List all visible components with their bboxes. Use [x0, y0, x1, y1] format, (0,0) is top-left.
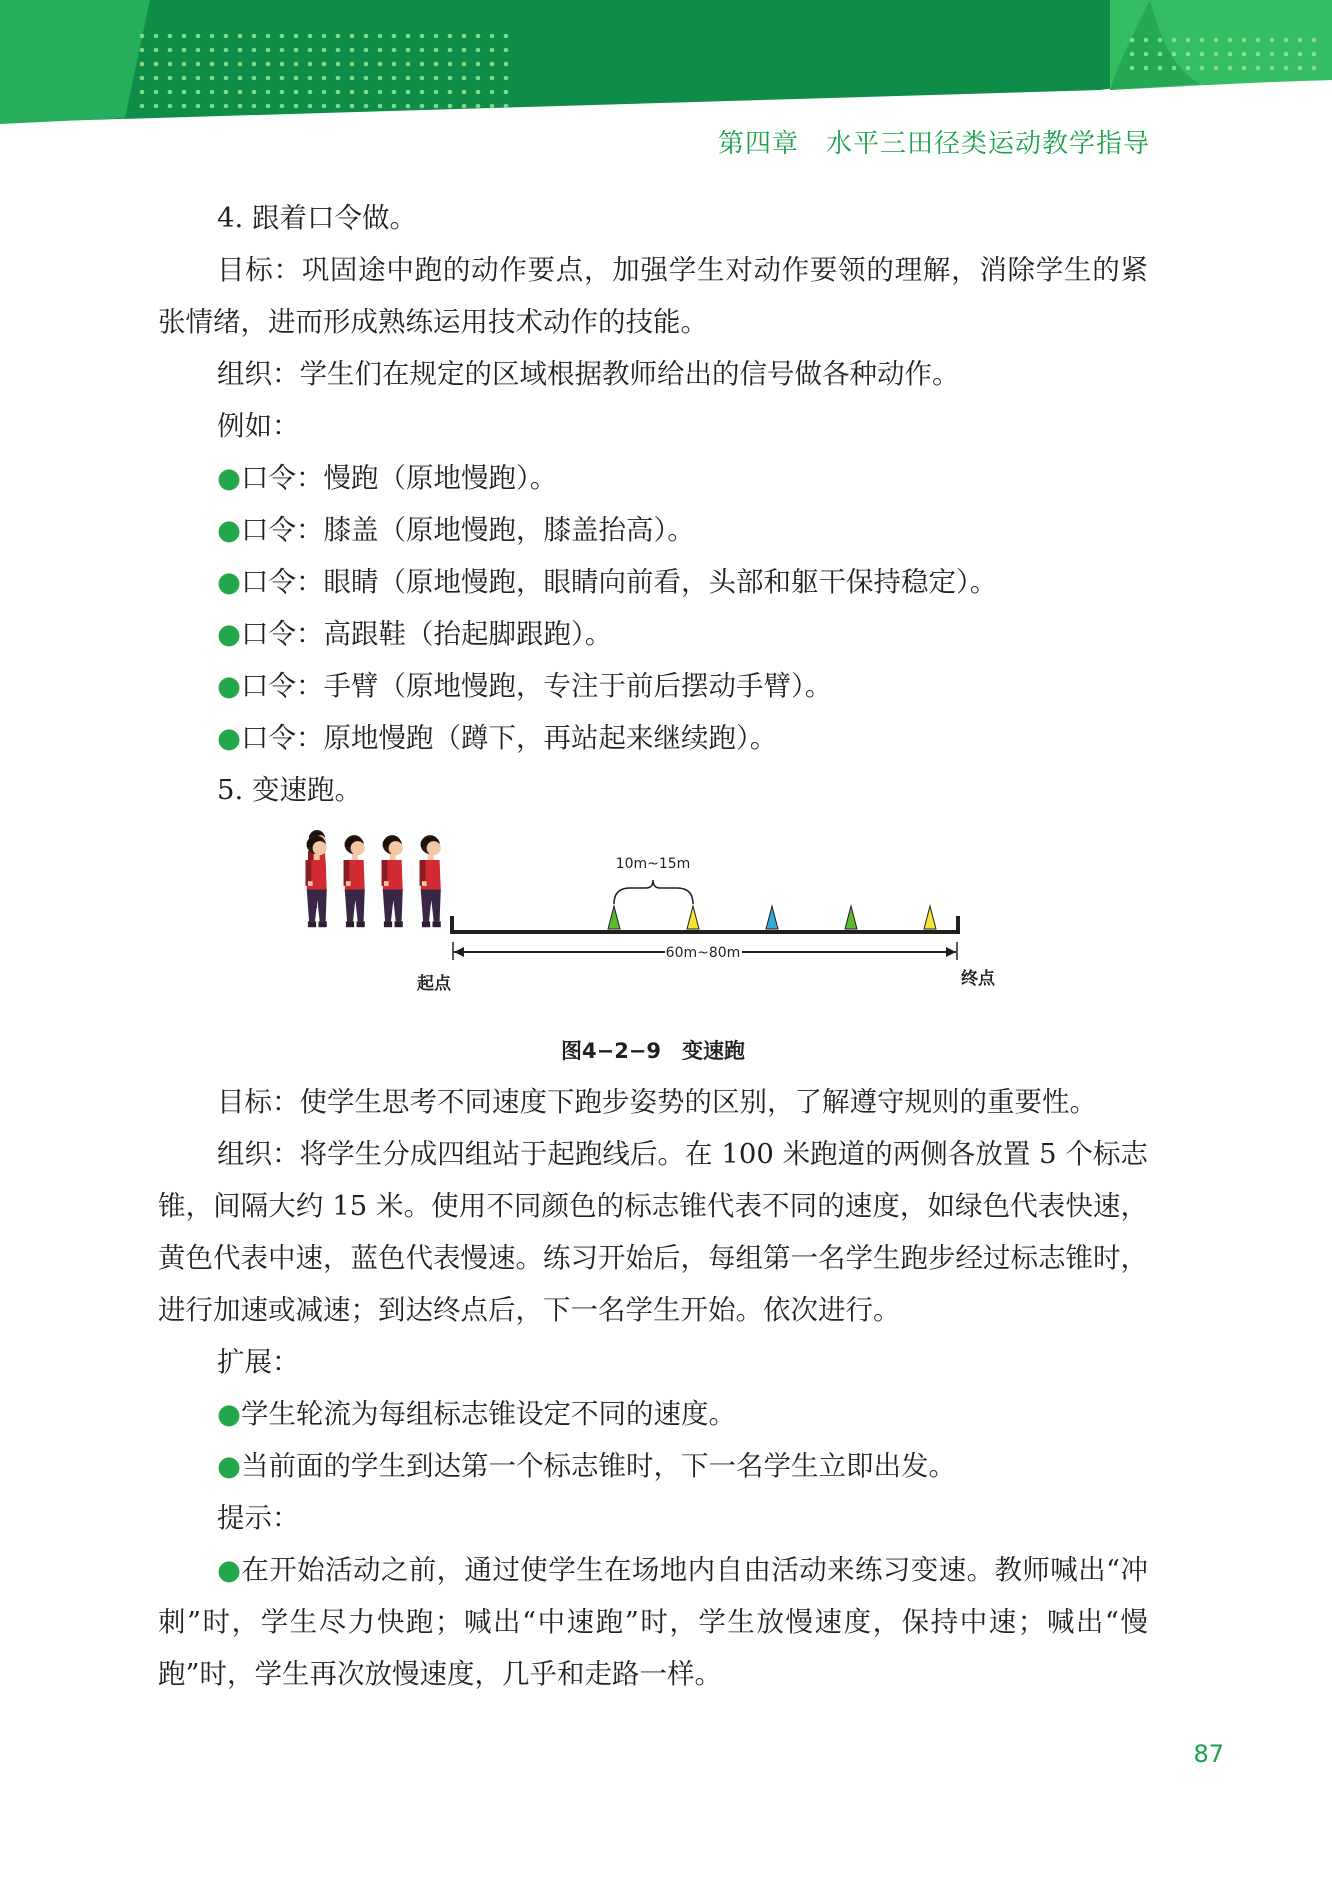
figure-caption: 图4−2−9 变速跑 [560, 1039, 746, 1063]
bullet-dot-icon: ● [217, 566, 241, 598]
extension-title: 扩展： [217, 1346, 300, 1378]
bullet-dot-icon: ● [217, 1554, 242, 1586]
cone-5 [924, 906, 936, 929]
command-item [158, 504, 1148, 556]
command-text: 口令：眼睛（原地慢跑，眼睛向前看，头部和躯干保持稳定）。 [241, 566, 998, 598]
cones [608, 906, 936, 929]
start-label: 起点 [417, 974, 451, 994]
body-text [158, 192, 1148, 1700]
cone-4 [845, 906, 857, 929]
item4-goal: 目标：巩固途中跑的动作要点，加强学生对动作要领的理解，消除学生的紧张情绪，进而形成熟练运用技术动作的技能。 [158, 254, 1148, 338]
extension-text: 学生轮流为每组标志锥设定不同的速度。 [241, 1398, 736, 1430]
item5-goal: 目标：使学生思考不同速度下跑步姿势的区别，了解遵守规则的重要性。 [217, 1086, 1097, 1118]
cone-1 [608, 906, 620, 929]
header-banner [0, 0, 1332, 135]
students-group [306, 835, 441, 927]
bullet-dot-icon: ● [217, 1450, 241, 1482]
command-text: 口令：手臂（原地慢跑，专注于前后摆动手臂）。 [241, 670, 833, 702]
extension-text: 当前面的学生到达第一个标志锥时，下一名学生立即出发。 [241, 1450, 956, 1482]
command-text: 口令：慢跑（原地慢跑）。 [241, 462, 558, 494]
cone-3 [766, 906, 778, 929]
tips-item [158, 1544, 1148, 1700]
bullet-dot-icon: ● [217, 462, 241, 494]
item4-example-label: 例如： [217, 410, 300, 442]
extension-item [158, 1388, 1148, 1440]
command-text: 口令：原地慢跑（蹲下，再站起来继续跑）。 [241, 722, 778, 754]
figure-variable-speed-run [158, 816, 1148, 1076]
item5-title: 5. 变速跑。 [217, 774, 362, 806]
bullet-dot-icon: ● [217, 514, 241, 546]
item4-organization: 组织：学生们在规定的区域根据教师给出的信号做各种动作。 [217, 358, 960, 390]
tips-text: 在开始活动之前，通过使学生在场地内自由活动来练习变速。教师喊出“冲刺”时，学生尽力快跑；喊出“中速跑”时，学生放慢速度，保持中速；喊出“慢跑”时，学生再次放慢速度，几乎和走路一样。 [158, 1554, 1148, 1690]
command-item [158, 608, 1148, 660]
figure-diagram [290, 824, 1010, 1039]
tips-title: 提示： [217, 1502, 300, 1534]
item5-organization: 组织：将学生分成四组站于起跑线后。在 100 米跑道的两侧各放置 5 个标志锥，间隔大约 15 米。使用不同颜色的标志锥代表不同的速度，如绿色代表快速，黄色代表中速，蓝色代表慢速。练习开始后，每组第一名学生跑步经过标志锥时，进行加速或减速；到达终点后，下一名学生开始。依次进行。 [158, 1138, 1148, 1326]
track-length-label: 60m~80m [665, 945, 741, 961]
cone-2 [687, 906, 699, 929]
finish-label: 终点 [961, 969, 995, 989]
spacing-brace [614, 880, 693, 904]
bullet-dot-icon: ● [217, 1398, 241, 1430]
bullet-dot-icon: ● [217, 722, 241, 754]
command-text: 口令：膝盖（原地慢跑，膝盖抬高）。 [241, 514, 695, 546]
command-text: 口令：高跟鞋（抬起脚跟跑）。 [241, 618, 613, 650]
command-item [158, 452, 1148, 504]
item4-title: 4. 跟着口令做。 [217, 202, 417, 234]
command-item [158, 556, 1148, 608]
chapter-header: 第四章 水平三田径类运动教学指导 [717, 129, 1150, 159]
cone-spacing-label: 10m~15m [615, 856, 691, 872]
extension-item [158, 1440, 1148, 1492]
command-item [158, 660, 1148, 712]
bullet-dot-icon: ● [217, 670, 241, 702]
bullet-dot-icon: ● [217, 618, 241, 650]
command-item [158, 712, 1148, 764]
page-number: 87 [1193, 1740, 1224, 1768]
